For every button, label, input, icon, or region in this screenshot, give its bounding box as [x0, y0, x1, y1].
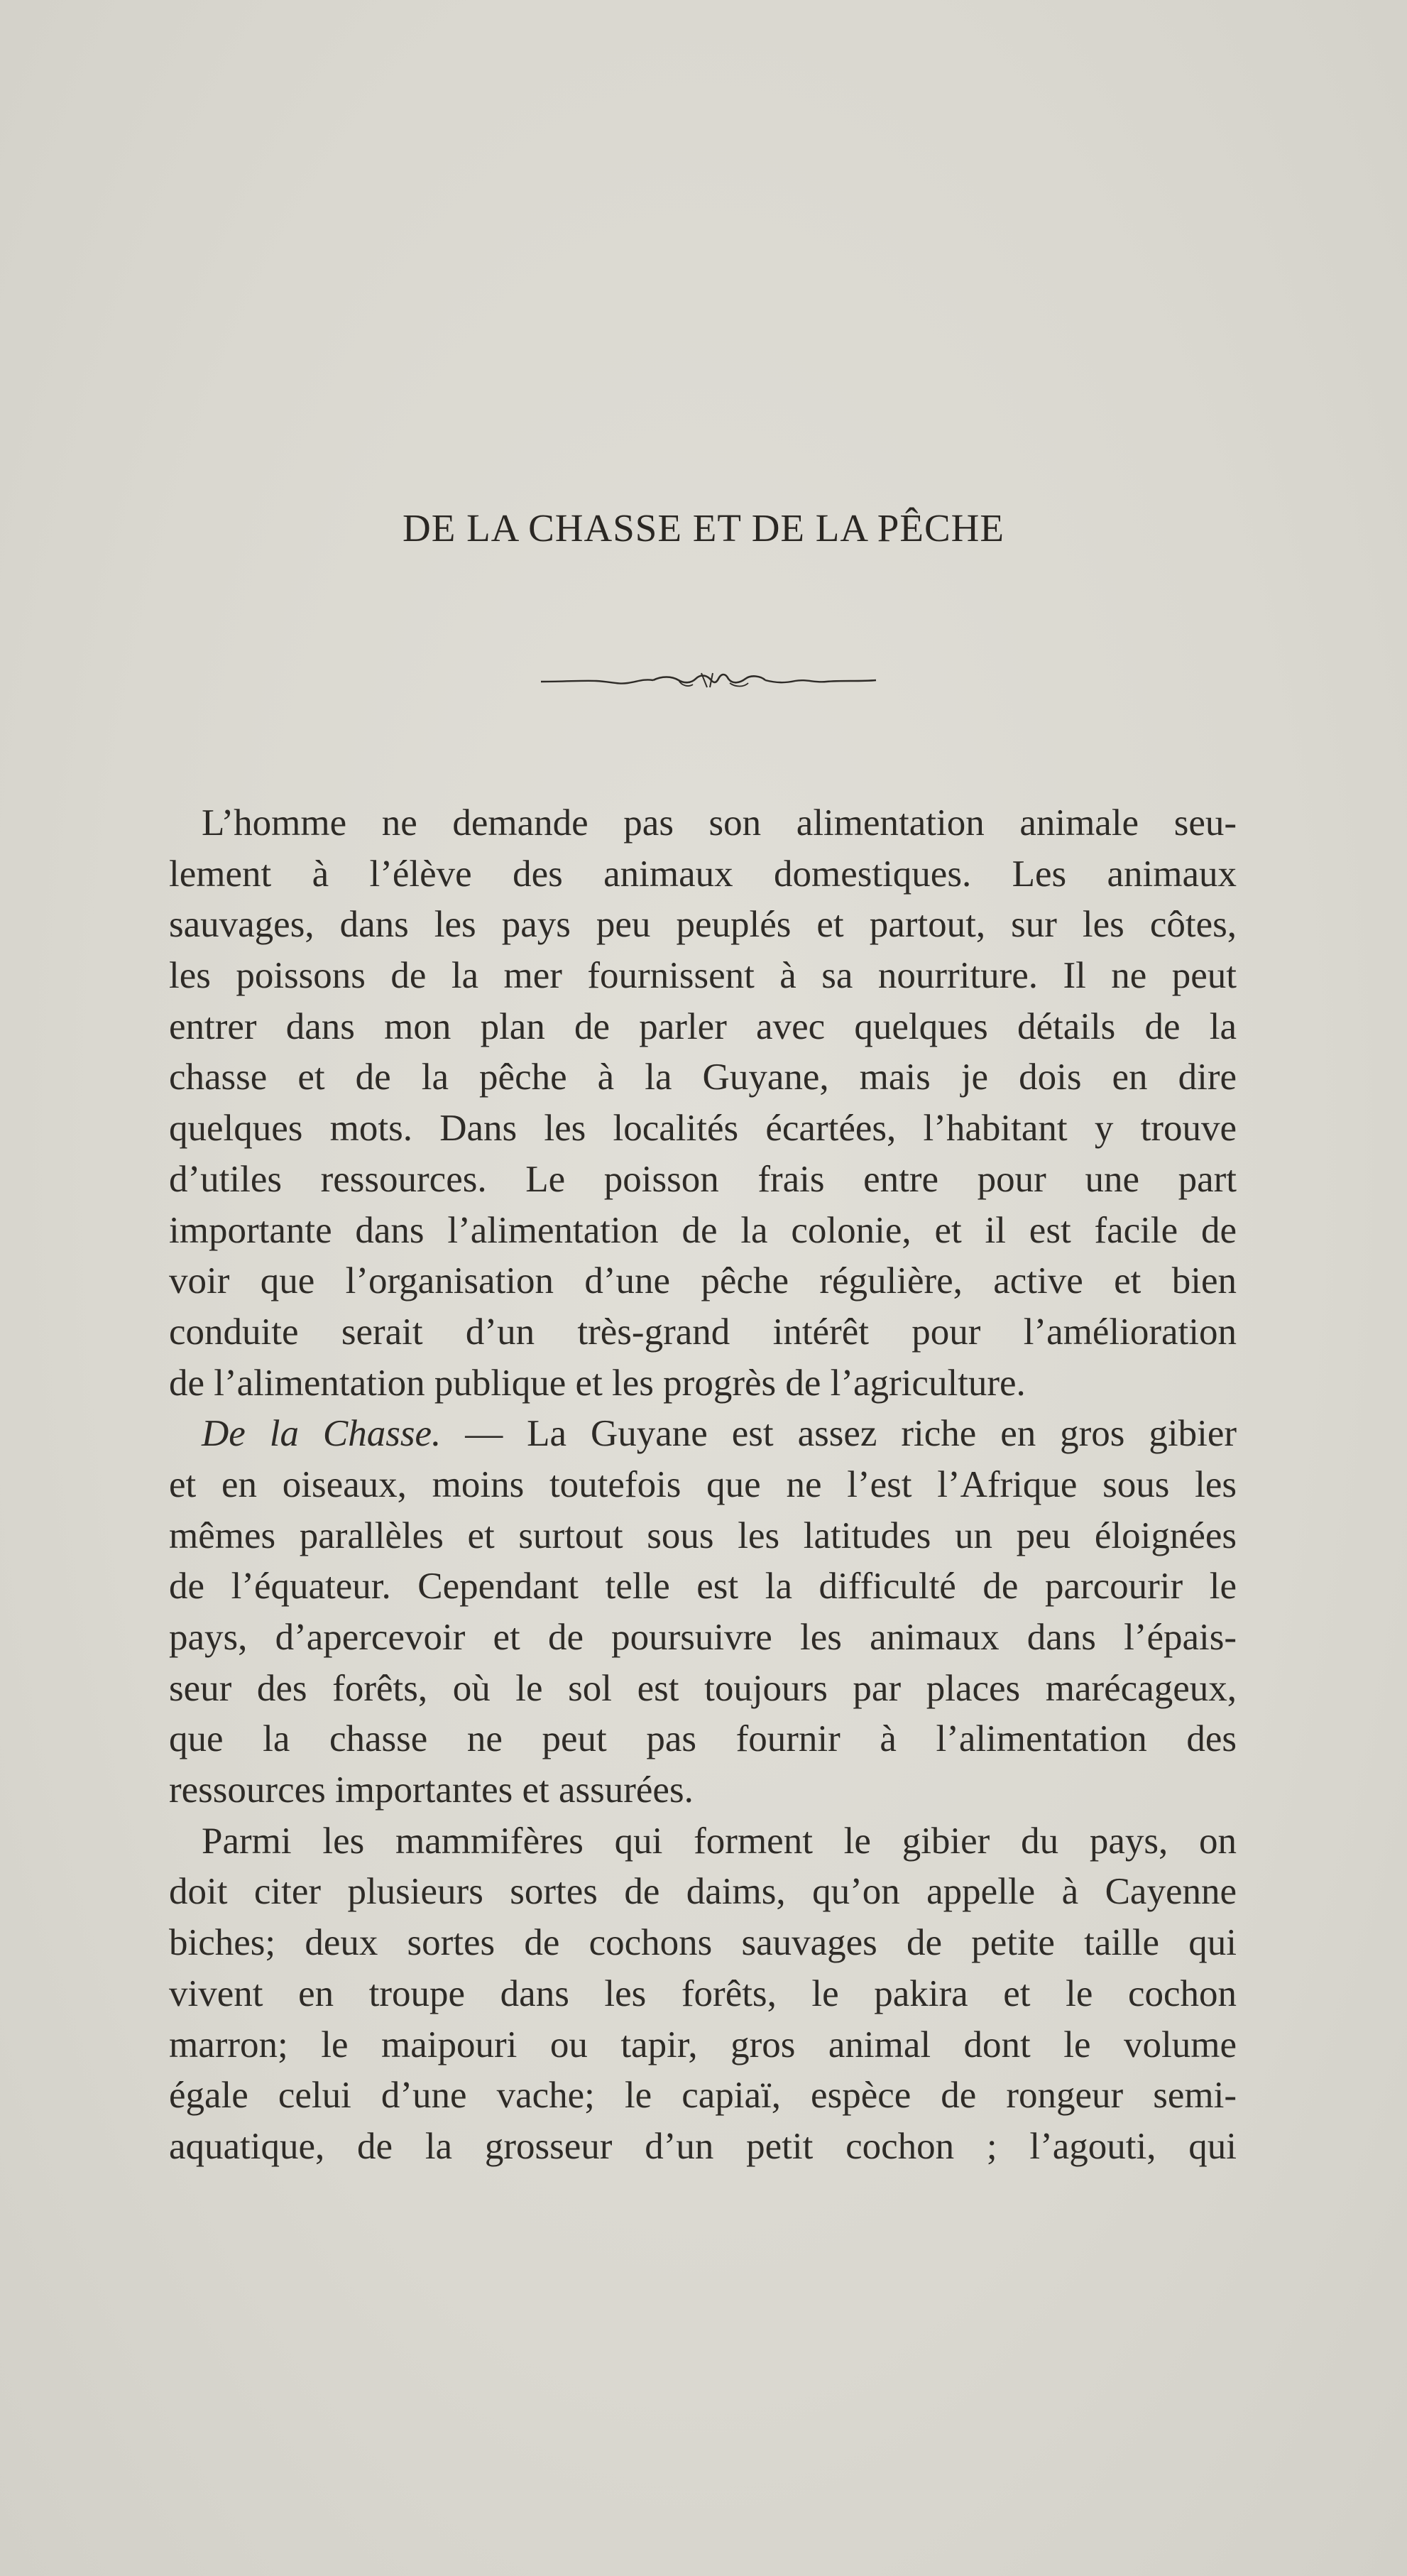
text-line: pays, d’apercevoir et de poursuivre les animaux dans l’épais-: [169, 1617, 1237, 1658]
text-line: biches; deux sortes de cochons sauvages de petite taille qui: [169, 1922, 1237, 1964]
text-line: d’utiles ressources. Le poisson frais entre pour une part: [169, 1158, 1237, 1200]
chapter-title: DE LA CHASSE ET DE LA PÊCHE: [403, 506, 1004, 550]
text-line: de l’équateur. Cependant telle est la difficulté de parcourir le: [169, 1566, 1237, 1608]
text-line: vivent en troupe dans les forêts, le pakira et le cochon: [169, 1972, 1237, 2014]
text-line: aquatique, de la grosseur d’un petit cochon ; l’agouti, qui: [169, 2125, 1237, 2167]
text-line: conduite serait d’un très-grand intérêt pour l’amélioration: [169, 1311, 1237, 1353]
text-fragment: — La Guyane est assez riche en gros gibier: [441, 1413, 1237, 1455]
text-line: de l’alimentation publique et les progrès de l’agriculture.: [169, 1362, 1026, 1404]
text-line: Parmi les mammifères qui forment le gibier du pays, on: [202, 1820, 1237, 1862]
text-line: quelques mots. Dans les localités écartées, l’habitant y trouve: [169, 1108, 1237, 1150]
text-line: égale celui d’une vache; le capiaï, espèce de rongeur semi-: [169, 2075, 1237, 2117]
text-line: importante dans l’alimentation de la colonie, et il est facile de: [169, 1209, 1237, 1251]
text-line: doit citer plusieurs sortes de daims, qu’on appelle à Cayenne: [169, 1871, 1237, 1913]
text-line: les poissons de la mer fournissent à sa nourriture. Il ne peut: [169, 955, 1237, 997]
text-line: chasse et de la pêche à la Guyane, mais je dois en dire: [169, 1057, 1237, 1098]
text-line: mêmes parallèles et surtout sous les latitudes un peu éloignées: [169, 1515, 1237, 1556]
text-line: lement à l’élève des animaux domestiques. Les animaux: [169, 853, 1237, 895]
text-line: entrer dans mon plan de parler avec quelques détails de la: [169, 1005, 1237, 1047]
text-line: et en oiseaux, moins toutefois que ne l’est l’Afrique sous les: [169, 1463, 1237, 1505]
text-line: sauvages, dans les pays peu peuplés et partout, sur les côtes,: [169, 904, 1237, 946]
text-line: voir que l’organisation d’une pêche régulière, active et bien: [169, 1260, 1237, 1302]
ornamental-divider: [540, 667, 877, 693]
section-lead: De la Chasse.: [202, 1413, 442, 1455]
text-line: seur des forêts, où le sol est toujours par places marécageux,: [169, 1667, 1237, 1709]
text-line: L’homme ne demande pas son alimentation animale seu-: [202, 802, 1237, 844]
text-line: marron; le maipouri ou tapir, gros animal dont le volume: [169, 2024, 1237, 2065]
text-line: que la chasse ne peut pas fournir à l’alimentation des: [169, 1718, 1237, 1760]
text-line: ressources importantes et assurées.: [169, 1769, 694, 1811]
body-text: [169, 798, 1237, 2173]
text-line: [169, 1409, 1237, 1460]
